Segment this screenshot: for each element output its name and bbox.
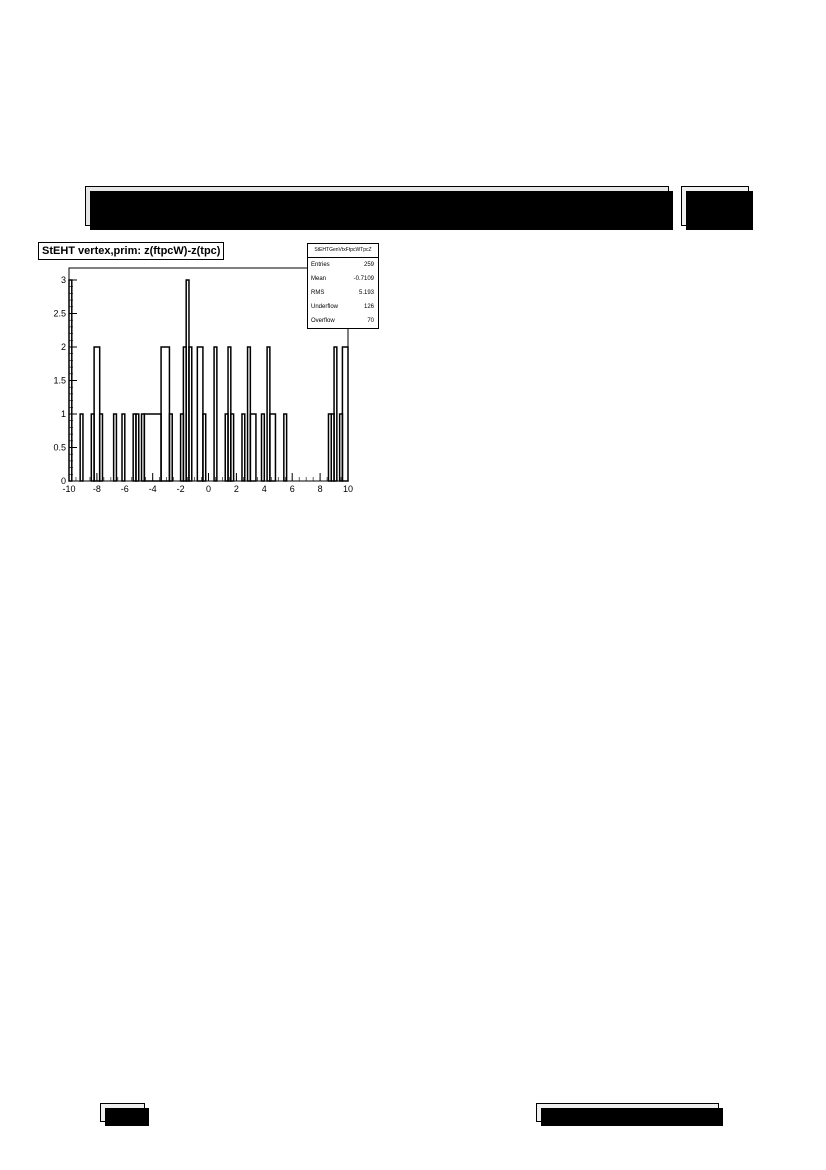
tag-line1: High Tower (693, 192, 737, 202)
x-tick-label: 4 (261, 484, 267, 494)
y-axis (53, 275, 77, 486)
timestamp: Sun Apr 2 14:03:41 2006 (570, 1107, 685, 1118)
stats-row-entries (308, 258, 378, 272)
x-axis (62, 473, 353, 494)
x-tick-label: -6 (120, 484, 129, 494)
y-tick-label: 0 (60, 476, 66, 486)
y-tick-label: 1 (60, 409, 66, 419)
histogram-bin (169, 414, 172, 481)
y-tick-label: 2.5 (53, 308, 66, 319)
tag-box (681, 186, 749, 226)
stat-label: Entries (311, 262, 330, 268)
histogram-bin (161, 347, 169, 481)
tag-line2: Hists (705, 210, 725, 220)
histogram-bin (214, 347, 217, 481)
y-tick-label: 0.5 (53, 442, 66, 453)
y-tick-label: 1.5 (53, 375, 66, 386)
timestamp-box (536, 1103, 719, 1122)
histogram-bin (80, 414, 83, 481)
stat-label: Underflow (311, 304, 339, 310)
stat-value: -0.7109 (353, 276, 374, 282)
histogram-bin (189, 347, 192, 481)
x-tick-label: 6 (289, 484, 295, 494)
stat-value: 126 (363, 304, 374, 310)
x-tick-label: -2 (176, 484, 185, 494)
stats-row-overflow (308, 314, 378, 328)
stats-row-underflow (308, 300, 378, 314)
page-number-box (100, 1103, 145, 1122)
y-tick-label: 2 (60, 342, 66, 352)
x-tick-label: -10 (62, 484, 76, 494)
stats-row-rms (308, 286, 378, 300)
file-title: st_physics_7086004_raw_1030002.hist.root (242, 195, 512, 211)
histogram-bin (114, 414, 117, 481)
histogram-bin (144, 414, 161, 481)
histogram-bin (100, 414, 103, 481)
page-number: 19 (116, 1107, 129, 1118)
histogram-bin (334, 347, 337, 481)
stat-label: Mean (311, 276, 327, 282)
stat-label: Overflow (311, 318, 335, 324)
histogram-title: StEHT vertex,prim: z(ftpcW)-z(tpc) (38, 242, 224, 260)
file-title-box (85, 186, 669, 226)
histogram-bin (250, 414, 256, 481)
stats-box (307, 243, 379, 329)
histogram-bin (203, 414, 206, 481)
histogram-bin (197, 347, 203, 481)
stat-label: RMS (311, 290, 325, 296)
x-tick-label: 10 (342, 484, 354, 494)
stats-row-mean (308, 272, 378, 286)
x-tick-label: -4 (148, 484, 157, 494)
stat-value: 5.193 (358, 290, 374, 296)
stat-value: 70 (367, 318, 374, 324)
y-tick-label: 3 (60, 275, 66, 285)
histogram-bin (270, 414, 276, 481)
histogram-bin (94, 347, 100, 481)
stats-name: StEHTGenVtxFtpcWTpcZ (308, 244, 378, 258)
stat-value: 259 (363, 262, 374, 268)
x-tick-label: 8 (317, 484, 323, 494)
histogram-bin (231, 414, 234, 481)
x-tick-label: 0 (205, 484, 212, 494)
histogram-bin (122, 414, 125, 481)
histogram-bin (262, 414, 265, 481)
histogram-bin (342, 347, 348, 481)
histogram-bin (284, 414, 287, 481)
x-tick-label: 2 (233, 484, 239, 494)
histogram-bin (242, 414, 245, 481)
histogram-bin (136, 414, 139, 481)
x-tick-label: -8 (92, 484, 101, 494)
